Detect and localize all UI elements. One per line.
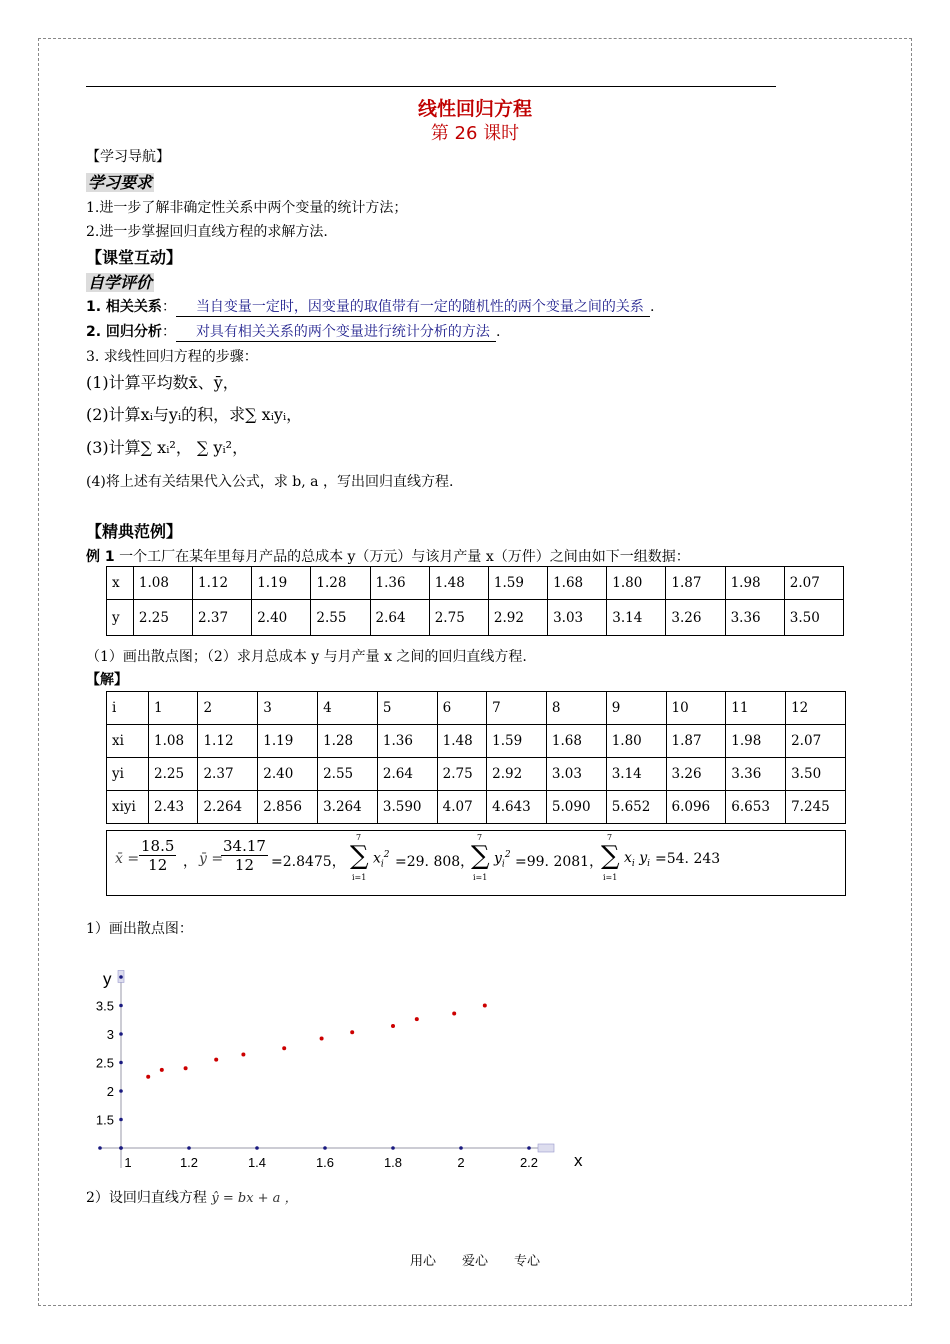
nav-heading: 【学习导航】 (86, 149, 170, 165)
step2-text: 2）设回归直线方程 (86, 1190, 207, 1206)
x-tick-mark (459, 1146, 463, 1150)
ybar-value: =2.8475， (271, 854, 346, 870)
xbar-symbol: x̄ = (115, 851, 140, 867)
x-tick-label: 1.6 (315, 1155, 335, 1170)
scatter-chart (86, 946, 606, 1176)
x-tick-mark (255, 1146, 259, 1150)
chart-points (146, 1004, 487, 1079)
definition-1-answer: 当自变量一定时，因变量的取值带有一定的随机性的两个变量之间的关系 (176, 296, 650, 317)
sum-icon: ∑ (601, 841, 620, 871)
scatter-point (415, 1017, 419, 1021)
scatter-point (146, 1075, 150, 1079)
x-axis-title: x (574, 1151, 583, 1170)
y-tick-mark (119, 1061, 123, 1065)
table-row: xiyi 2.43 2.264 2.856 3.264 3.590 4.07 4.643 5.090 5.652 6.096 6.653 7.245 (107, 791, 846, 824)
y-tick-label: 3.5 (95, 998, 114, 1014)
step-1: (1)计算平均数x̄、ȳ， (86, 373, 239, 392)
x-tick-label: 2 (457, 1155, 465, 1170)
y-tick-mark (119, 1146, 123, 1150)
page-footer: 用心 爱心 专心 (409, 1254, 540, 1269)
definition-1: 1. 相关关系： 当自变量一定时，因变量的取值带有一定的随机性的两个变量之间的关系 . (86, 296, 654, 317)
regression-formula: ŷ = bx + a ， (211, 1191, 298, 1206)
x-tick-mark (527, 1146, 531, 1150)
page-title: 线性回归方程 (417, 98, 532, 120)
x-tick-mark (98, 1146, 102, 1150)
x-tick-mark (323, 1146, 327, 1150)
table-row: yi 2.25 2.37 2.40 2.55 2.64 2.75 2.92 3.03 3.14 3.26 3.36 3.50 (107, 758, 846, 791)
y-tick-mark (119, 1004, 123, 1008)
scatter-point (184, 1066, 188, 1070)
table-row: y 2.25 2.37 2.40 2.55 2.64 2.75 2.92 3.03 3.14 3.26 3.36 3.50 (107, 600, 844, 636)
y-tick-label: 3 (106, 1027, 114, 1042)
scatter-point (241, 1053, 245, 1057)
y-tick-label: 2.5 (95, 1055, 114, 1071)
definition-2-answer: 对具有相关关系的两个变量进行统计分析的方法 (176, 321, 496, 342)
page-subtitle: 第 26 课时 (430, 123, 520, 144)
definition-2: 2. 回归分析： 对具有相关关系的两个变量进行统计分析的方法 . (86, 321, 500, 342)
solution-table (106, 691, 846, 824)
y-tick-label: 1.5 (95, 1112, 114, 1128)
ybar-fraction: $\frac{34.17}{12}$ (223, 837, 266, 874)
sum-x-squared: =29. 808， (395, 854, 475, 870)
x-tick-label: 2.2 (519, 1155, 539, 1170)
example-1 (86, 546, 690, 566)
summary-formulas: x̄ = $\frac{18.5}{12}$ ， ȳ = $\frac{34.17}{12}$ =2.8475， 7 ∑ i=1 $x_i^2$ =29. 808， 7 ∑ i=1 $y_i^2$ =99. 2081， 7 ∑ i=1 $x_i$ $y_i$ =54. 243 (106, 830, 846, 896)
definition-1-label: 1. 相关关系 (86, 299, 162, 315)
sum-icon: ∑ (471, 841, 490, 871)
scatter-point (391, 1024, 395, 1028)
table-row: i 1 2 3 4 5 6 7 8 9 10 11 12 (107, 692, 846, 725)
step-3: (3)计算∑ xᵢ²， ∑ yᵢ²， (86, 438, 249, 457)
sum-xy: =54. 243 (655, 851, 721, 867)
x-tick-label: 1.8 (383, 1155, 403, 1170)
x-tick-mark (391, 1146, 395, 1150)
x-tick-mark (187, 1146, 191, 1150)
scatter-caption: 1）画出散点图： (86, 921, 193, 937)
x-tick-label: 1.2 (179, 1155, 199, 1170)
y-tick-label: 2 (106, 1084, 114, 1099)
scatter-point (282, 1046, 286, 1050)
solution-heading: 【解】 (86, 672, 128, 688)
scatter-point (160, 1068, 164, 1072)
table-row: xi 1.08 1.12 1.19 1.28 1.36 1.48 1.59 1.68 1.80 1.87 1.98 2.07 (107, 725, 846, 758)
y-axis-title: y (103, 969, 112, 989)
x-tick-label: 1.4 (247, 1155, 267, 1170)
ybar-symbol: ȳ = (199, 851, 224, 867)
y-tick-mark (119, 1089, 123, 1093)
scatter-point (320, 1037, 324, 1041)
y-tick-mark (119, 1118, 123, 1122)
header-rule (86, 86, 776, 87)
class-heading: 【课堂互动】 (86, 248, 183, 267)
x-tick-label: 1 (124, 1155, 132, 1170)
y-tick-mark (119, 975, 123, 979)
y-tick-mark (119, 1032, 123, 1036)
table-row: x 1.08 1.12 1.19 1.28 1.36 1.48 1.59 1.68 1.80 1.87 1.98 2.07 (107, 567, 844, 600)
step-4: (4)将上述有关结果代入公式，求 b, a ，写出回归直线方程. (86, 474, 454, 490)
scatter-point (350, 1030, 354, 1034)
step-2: (2)计算xᵢ与yᵢ的积，求∑ xᵢyᵢ， (86, 405, 303, 424)
requirement-2: 2.进一步掌握回归直线方程的求解方法. (86, 224, 328, 240)
scatter-point (452, 1011, 456, 1015)
example-1-label: 例 1 (86, 549, 115, 565)
data-table (106, 566, 844, 636)
step2-line (86, 1187, 298, 1207)
question: （1）画出散点图；（2）求月总成本 y 与月产量 x 之间的回归直线方程. (86, 649, 527, 665)
chart-axes (96, 969, 583, 1170)
examples-heading: 【精典范例】 (86, 522, 183, 541)
example-1-text: 一个工厂在某年里每月产品的总成本 y（万元）与该月产量 x（万件）之间由如下一组数据： (119, 549, 690, 565)
requirement-1: 1.进一步了解非确定性关系中两个变量的统计方法； (86, 200, 408, 216)
x-axis-arrow (538, 1144, 554, 1152)
requirements-heading: 学习要求 (88, 173, 153, 192)
self-eval-heading: 自学评价 (88, 273, 153, 292)
scatter-point (214, 1058, 218, 1062)
definition-2-label: 2. 回归分析 (86, 324, 162, 340)
xbar-fraction: $\frac{18.5}{12}$ (141, 837, 175, 874)
steps-heading: 3. 求线性回归方程的步骤： (86, 349, 258, 365)
sum-y-squared: =99. 2081， (515, 854, 604, 870)
sum-icon: ∑ (350, 841, 369, 871)
scatter-point (483, 1004, 487, 1008)
